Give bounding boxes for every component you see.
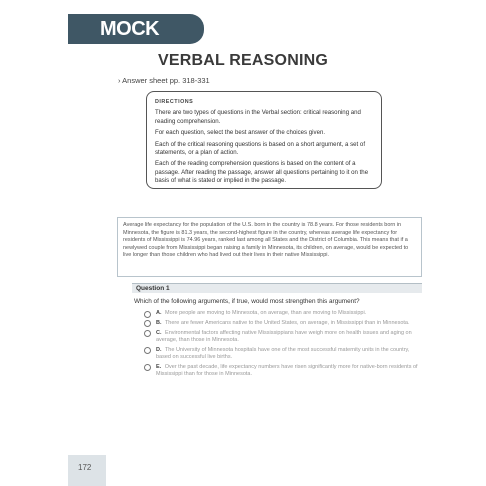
answer-option-b[interactable] (144, 320, 424, 327)
answer-option-a[interactable] (144, 310, 424, 317)
directions-paragraph: Each of the reading comprehension questions is based on the content of a passage. After reading the passage, answer all questions pertaining to it on the basis of what is stated or implied in the passage. (155, 160, 369, 184)
answer-option-d[interactable] (144, 347, 424, 362)
test-title: MOCK TEST 1 (100, 18, 165, 70)
answer-option-c[interactable] (144, 330, 424, 345)
directions-box (146, 91, 382, 189)
option-letter: D. (156, 346, 162, 353)
page-number: 172 (78, 463, 92, 472)
answer-option-e[interactable] (144, 364, 424, 379)
radio-circle-icon[interactable] (144, 364, 151, 371)
option-text: There are fewer Americans native to the United States, on average, in Mississippi than in Minnesota. (164, 319, 410, 326)
option-letter: A. (156, 310, 162, 316)
reading-passage: Average life expectancy for the population of the U.S. born in the country is 78.8 years. For those residents born in Minnesota, the figure is 81.3 years, the second-highest figure in the country, whereas average life expectancy for residents of Mississippi is 74.96 years, ranked last among all States and the District of Columbia. This means that if a newlywed couple from Mississippi began raising a family in Minnesota, its children, on average, would be expected to live longer than those children who had lived out their lives in their native Mississippi. (117, 217, 422, 277)
directions-paragraph: There are two types of questions in the Verbal section: critical reasoning and reading comprehension. (155, 109, 361, 125)
option-text: The University of Minnesota hospitals have one of the most successful maternity units in the country, based on successful live births. (156, 346, 410, 360)
radio-circle-icon[interactable] (144, 311, 151, 318)
option-letter: E. (156, 363, 162, 370)
option-text: Environmental factors affecting native Mississippians have weigh more on health issues and aging on average, than those in Minnesota. (156, 329, 412, 343)
radio-circle-icon[interactable] (144, 330, 151, 337)
option-letter: C. (156, 329, 162, 336)
section-title: VERBAL REASONING (157, 52, 329, 69)
option-text: More people are moving to Minnesota, on average, than are moving to Mississippi. (165, 310, 367, 316)
option-letter: B. (156, 319, 162, 326)
test-banner (68, 14, 204, 70)
answer-options (144, 310, 424, 381)
directions-heading: DIRECTIONS (155, 99, 194, 105)
radio-circle-icon[interactable] (144, 347, 151, 354)
question-stem: Which of the following arguments, if true, would most strengthen this argument? (134, 298, 360, 305)
question-header: Question 1 (132, 283, 422, 293)
answer-sheet-reference: › Answer sheet pp. 318-331 (118, 76, 210, 85)
directions-paragraph: For each question, select the best answer of the choices given. (155, 129, 326, 137)
radio-circle-icon[interactable] (144, 320, 151, 327)
directions-paragraph: Each of the critical reasoning questions is based on a short argument, a set of statements, or a plan of action. (155, 140, 366, 156)
option-text: Over the past decade, life expectancy numbers have risen significantly more for native-born residents of Mississippi than for those in Minnesota. (156, 363, 418, 378)
